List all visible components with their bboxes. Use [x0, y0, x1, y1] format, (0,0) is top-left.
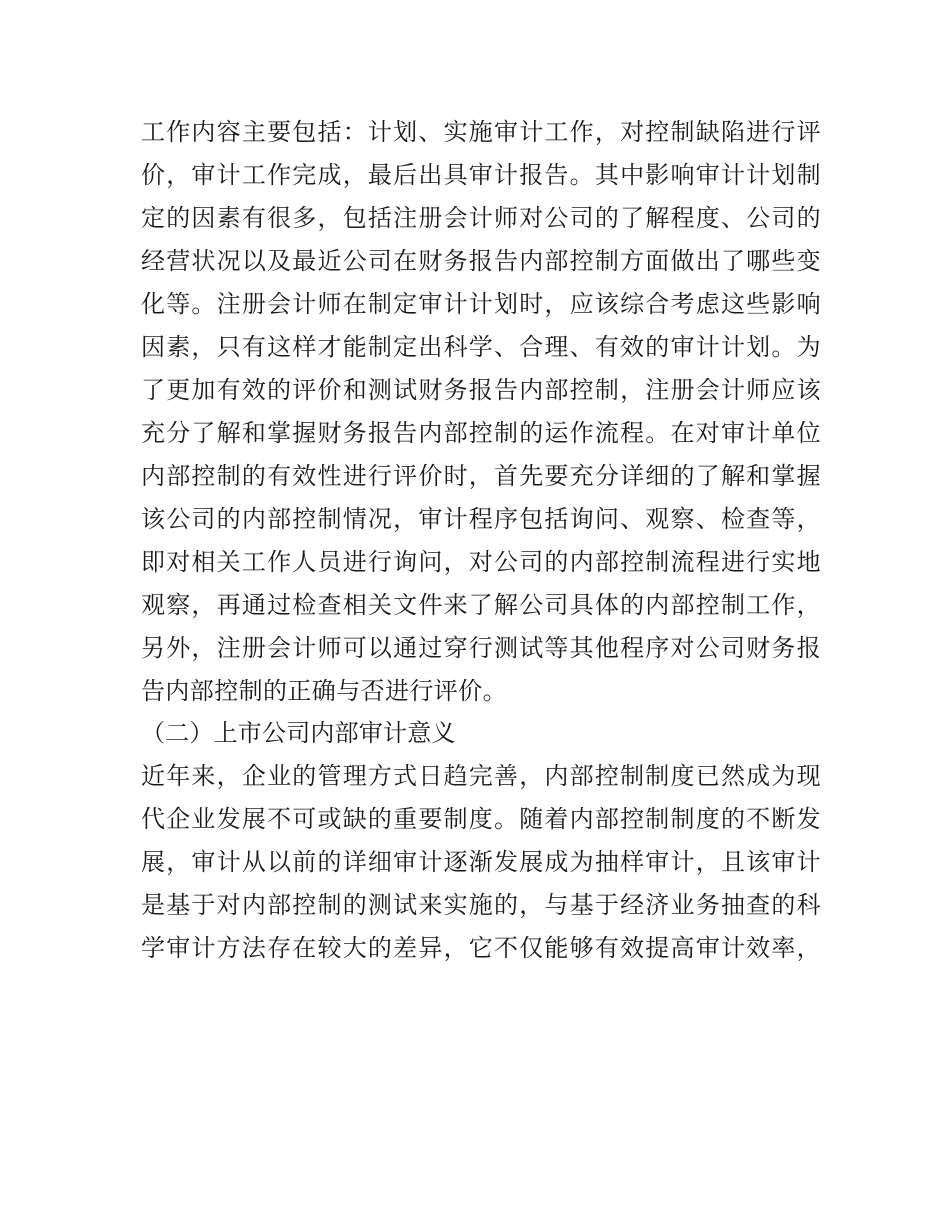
paragraph-1-line-12: 观察，再通过检查相关文件来了解公司具体的内部控制工作， [141, 591, 821, 619]
paragraph-2-line-5: 学审计方法存在较大的差异，它不仅能够有效提高审计效率， [141, 934, 821, 962]
paragraph-1-line-7: 了更加有效的评价和测试财务报告内部控制，注册会计师应该 [141, 376, 821, 404]
paragraph-2-line-4: 是基于对内部控制的测试来实施的，与基于经济业务抽查的科 [141, 891, 821, 919]
paragraph-1-line-10: 该公司的内部控制情况，审计程序包括询问、观察、检查等， [141, 505, 821, 533]
paragraph-1-line-1: 工作内容主要包括：计划、实施审计工作，对控制缺陷进行评 [141, 118, 821, 146]
paragraph-1-line-9: 内部控制的有效性进行评价时，首先要充分详细的了解和掌握 [141, 462, 821, 490]
paragraph-1-line-5: 化等。注册会计师在制定审计计划时，应该综合考虑这些影响 [141, 290, 821, 318]
paragraph-2-line-1: 近年来，企业的管理方式日趋完善，内部控制制度已然成为现 [141, 762, 821, 790]
paragraph-1-line-13: 另外，注册会计师可以通过穿行测试等其他程序对公司财务报 [141, 634, 821, 662]
paragraph-1-line-14: 告内部控制的正确与否进行评价。 [141, 677, 507, 705]
section-heading: （二）上市公司内部审计意义 [141, 719, 456, 747]
paragraph-1-line-11: 即对相关工作人员进行询问，对公司的内部控制流程进行实地 [141, 548, 821, 576]
paragraph-2-line-3: 展，审计从以前的详细审计逐渐发展成为抽样审计，且该审计 [141, 848, 821, 876]
paragraph-1-line-4: 经营状况以及最近公司在财务报告内部控制方面做出了哪些变 [141, 247, 821, 275]
paragraph-1-line-2: 价，审计工作完成，最后出具审计报告。其中影响审计计划制 [141, 161, 821, 189]
paragraph-2-line-2: 代企业发展不可或缺的重要制度。随着内部控制制度的不断发 [141, 805, 821, 833]
paragraph-1-line-8: 充分了解和掌握财务报告内部控制的运作流程。在对审计单位 [141, 419, 821, 447]
paragraph-1-line-3: 定的因素有很多，包括注册会计师对公司的了解程度、公司的 [141, 204, 821, 232]
paragraph-1-line-6: 因素，只有这样才能制定出科学、合理、有效的审计计划。为 [141, 333, 821, 361]
